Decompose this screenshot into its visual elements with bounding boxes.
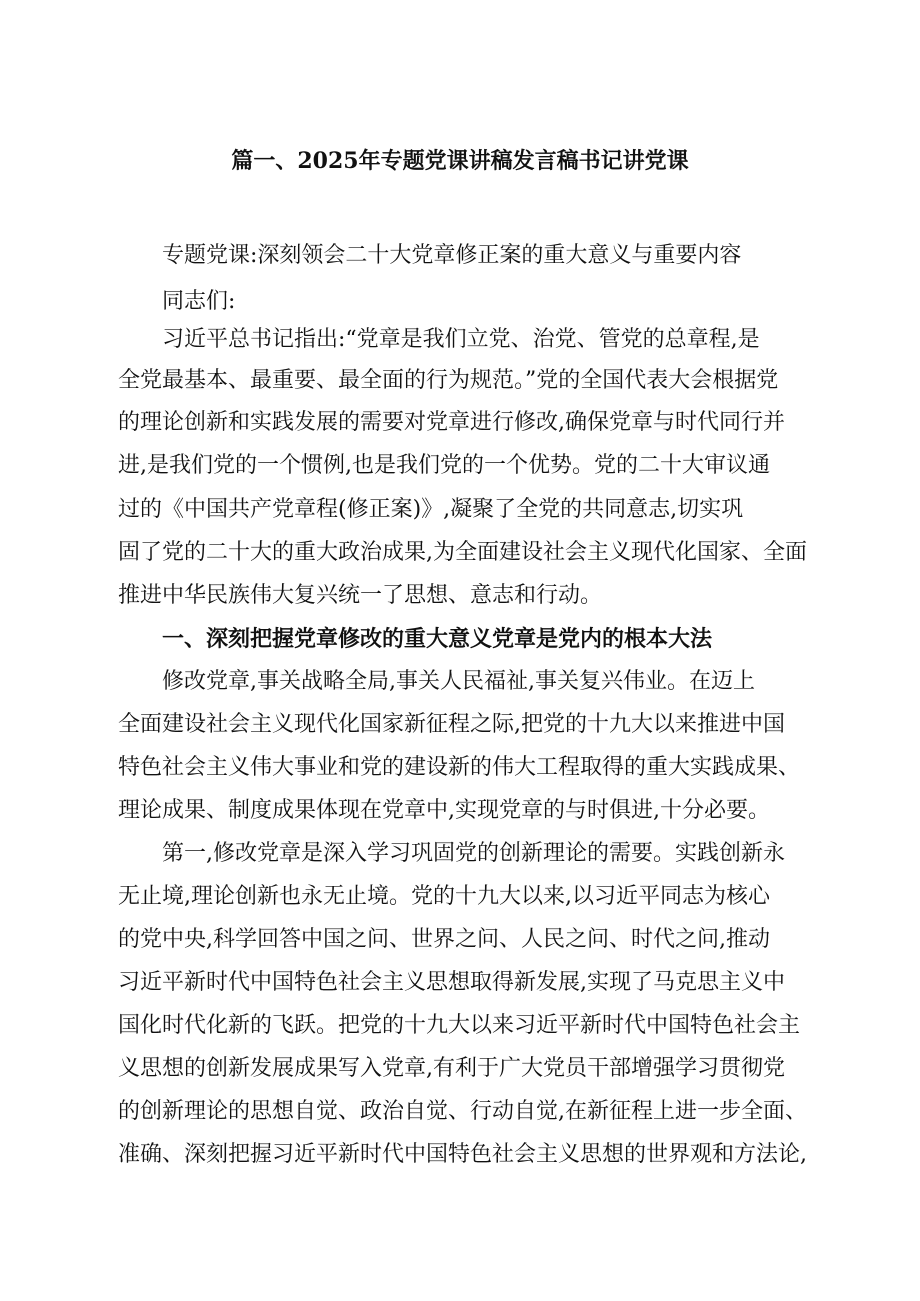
section-heading: 一、深刻把握党章修改的重大意义党章是党内的根本大法 (162, 626, 713, 652)
paragraph-line: 的创新理论的思想自觉、政治自觉、行动自觉,在新征程上进一步全面、 (118, 1099, 807, 1124)
paragraph-line: 修改党章,事关战略全局,事关人民福祉,事关复兴伟业。在迈上 (162, 669, 755, 694)
paragraph-line: 进,是我们党的一个惯例,也是我们党的一个优势。党的二十大审议通 (118, 453, 770, 478)
paragraph-line: 的党中央,科学回答中国之问、世界之问、人民之问、时代之问,推动 (118, 927, 770, 952)
paragraph-line: 无止境,理论创新也永无止境。党的十九大以来,以习近平同志为核心 (118, 884, 770, 909)
paragraph-line: 全党最基本、最重要、最全面的行为规范。”党的全国代表大会根据党 (118, 368, 779, 393)
paragraph-line: 特色社会主义伟大事业和党的建设新的伟大工程取得的重大实践成果、 (118, 755, 801, 780)
paragraph-line: 义思想的创新发展成果写入党章,有利于广大党员干部增强学习贯彻党 (118, 1056, 785, 1081)
paragraph-line: 国化时代化新的飞跃。把党的十九大以来习近平新时代中国特色社会主 (118, 1013, 801, 1038)
salutation-line: 同志们: (162, 289, 236, 314)
paragraph-line: 全面建设社会主义现代化国家新征程之际,把党的十九大以来推进中国 (118, 712, 785, 737)
paragraph-line: 理论成果、制度成果体现在党章中,实现党章的与时俱进,十分必要。 (118, 798, 770, 823)
paragraph-line: 习近平新时代中国特色社会主义思想取得新发展,实现了马克思主义中 (118, 970, 785, 995)
paragraph-line: 推进中华民族伟大复兴统一了思想、意志和行动。 (118, 583, 603, 608)
paragraph-line: 固了党的二十大的重大政治成果,为全面建设社会主义现代化国家、全面 (118, 540, 807, 565)
paragraph-line: 过的《中国共产党章程(修正案)》,凝聚了全党的共同意志,切实巩 (118, 497, 744, 522)
paragraph-line: 习近平总书记指出:“党章是我们立党、治党、管党的总章程,是 (162, 327, 760, 352)
paragraph-line: 第一,修改党章是深入学习巩固党的创新理论的需要。实践创新永 (162, 841, 785, 866)
paragraph-line: 的理论创新和实践发展的需要对党章进行修改,确保党章与时代同行并 (118, 410, 785, 435)
subtitle-line: 专题党课:深刻领会二十大党章修正案的重大意义与重要内容 (162, 243, 742, 268)
paragraph-line: 准确、深刻把握习近平新时代中国特色社会主义思想的世界观和方法论, (118, 1142, 807, 1167)
document-title: 篇一、2025年专题党课讲稿发言稿书记讲党课 (231, 148, 689, 174)
